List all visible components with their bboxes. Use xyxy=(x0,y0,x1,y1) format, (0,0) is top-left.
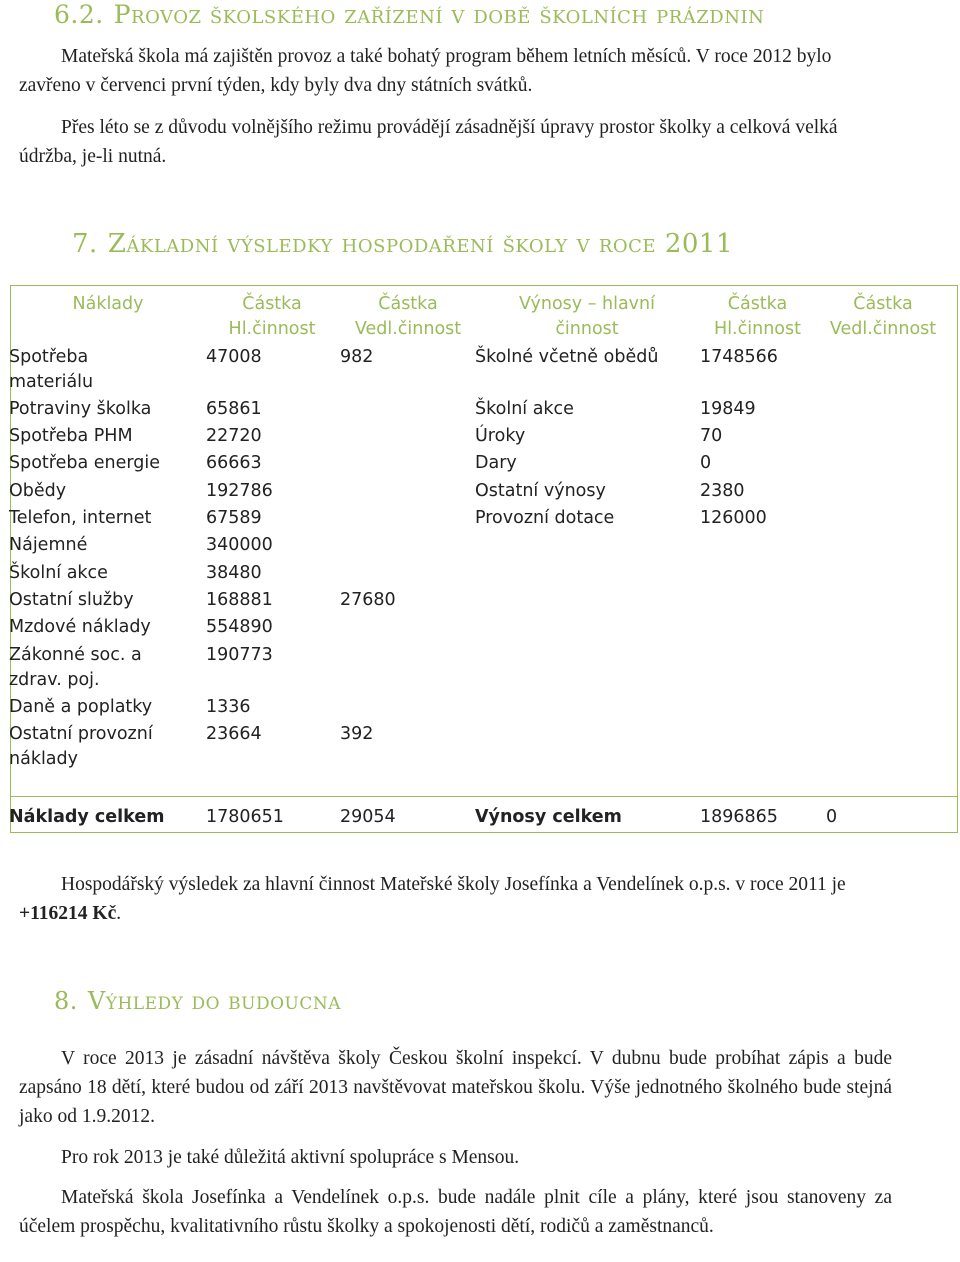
revenue-main-amount: 2380 xyxy=(700,481,745,501)
section-heading-6-2 xyxy=(54,0,764,29)
paragraph-outlook-mensa: Pro rok 2013 je také důležitá aktivní spolupráce s Mensou. xyxy=(61,1147,520,1168)
revenue-main-amount: 1748566 xyxy=(700,347,778,367)
revenue-main-amount: 19849 xyxy=(700,399,756,419)
cost-label: Telefon, internet xyxy=(9,508,152,528)
cost-main-amount: 22720 xyxy=(206,426,262,446)
cost-label: Obědy xyxy=(9,481,67,501)
cost-label: Spotřeba materiálu xyxy=(9,347,94,392)
cost-label: Daně a poplatky xyxy=(9,697,153,717)
result-amount: +116214 Kč xyxy=(19,903,117,924)
cost-main-amount: 23664 xyxy=(206,724,262,744)
paragraph-outlook-inspection: V roce 2013 je zásadní návštěva školy Českou školní inspekcí. V dubnu bude probíhat zápis a bude zapsáno 18 dětí, které budou od září 2013 navštěvovat mateřskou školu. Výše jednotného školného bude stejná jako od 1.9.2012. xyxy=(19,1048,892,1127)
cost-main-amount: 47008 xyxy=(206,347,262,367)
header-side-amount: Částka Vedl.činnost xyxy=(354,294,462,339)
cost-label: Spotřeba PHM xyxy=(9,426,133,446)
revenue-label: Školné včetně obědů xyxy=(475,347,659,367)
cost-label: Mzdové náklady xyxy=(9,617,151,637)
revenue-main-amount: 126000 xyxy=(700,508,767,528)
revenue-label: Dary xyxy=(475,453,517,473)
revenue-main-amount: 70 xyxy=(700,426,723,446)
paragraph-outlook-goals: Mateřská škola Josefínka a Vendelínek o.p.s. bude nadále plnit cíle a plány, které jsou stanoveny za účelem prospěchu, kvalitativního růstu školky a spokojenosti dětí, rodičů a zaměstnanců. xyxy=(19,1187,892,1237)
section-title: Provoz školského zařízení v době školních prázdnin xyxy=(113,0,765,29)
total-costs-side: 29054 xyxy=(340,807,396,827)
section-heading-7 xyxy=(72,229,733,259)
cost-main-amount: 67589 xyxy=(206,508,262,528)
total-revenue-main: 1896865 xyxy=(700,807,778,827)
section-number: 8. xyxy=(54,987,78,1015)
revenue-label: Úroky xyxy=(475,426,526,446)
paragraph-summer-maintenance: Přes léto se z důvodu volnějšího režimu provádějí zásadnější úpravy prostor školky a celková velká údržba, je-li nutná. xyxy=(19,117,838,167)
cost-label: Zákonné soc. a zdrav. poj. xyxy=(9,645,142,690)
cost-main-amount: 192786 xyxy=(206,481,273,501)
section-title: Výhledy do budoucna xyxy=(87,987,342,1015)
header-revenue: Výnosy – hlavní činnost xyxy=(519,294,655,339)
total-costs-label: Náklady celkem xyxy=(9,807,165,827)
paragraph-summer-operation: Mateřská škola má zajištěn provoz a také bohatý program během letních měsíců. V roce 2012 bylo zavřeno v červenci první týden, kdy byly dva dny státních svátků. xyxy=(19,46,832,96)
revenue-main-amount: 0 xyxy=(700,453,712,473)
cost-main-amount: 1336 xyxy=(206,697,251,717)
cost-main-amount: 340000 xyxy=(206,535,273,555)
header-rev-side-amount: Částka Vedl.činnost xyxy=(829,294,937,339)
cost-label: Nájemné xyxy=(9,535,88,555)
table-divider xyxy=(11,796,957,797)
cost-side-amount: 392 xyxy=(340,724,374,744)
total-costs-main: 1780651 xyxy=(206,807,284,827)
cost-label: Ostatní služby xyxy=(9,590,134,610)
header-main-amount: Částka Hl.činnost xyxy=(228,294,316,339)
cost-label: Ostatní provozní náklady xyxy=(9,724,153,769)
cost-main-amount: 66663 xyxy=(206,453,262,473)
total-revenue-label: Výnosy celkem xyxy=(475,807,622,827)
cost-side-amount: 982 xyxy=(340,347,374,367)
section-number: 7. xyxy=(72,229,98,259)
revenue-label: Školní akce xyxy=(475,399,574,419)
section-number: 6.2. xyxy=(54,0,104,29)
paragraph-result: Hospodářský výsledek za hlavní činnost Mateřské školy Josefínka a Vendelínek o.p.s. v roce 2011 je +116214 Kč. xyxy=(19,874,846,924)
cost-main-amount: 65861 xyxy=(206,399,262,419)
section-title: Základní výsledky hospodaření školy v roce 2011 xyxy=(107,229,734,259)
cost-label: Spotřeba energie xyxy=(9,453,161,473)
cost-main-amount: 38480 xyxy=(206,563,262,583)
cost-side-amount: 27680 xyxy=(340,590,396,610)
cost-main-amount: 190773 xyxy=(206,645,273,665)
cost-label: Školní akce xyxy=(9,563,108,583)
header-costs: Náklady xyxy=(72,294,144,314)
revenue-label: Provozní dotace xyxy=(475,508,615,528)
cost-main-amount: 168881 xyxy=(206,590,273,610)
revenue-label: Ostatní výnosy xyxy=(475,481,606,501)
header-rev-main-amount: Částka Hl.činnost xyxy=(714,294,801,339)
cost-main-amount: 554890 xyxy=(206,617,273,637)
cost-label: Potraviny školka xyxy=(9,399,152,419)
total-revenue-side: 0 xyxy=(826,807,838,827)
section-heading-8 xyxy=(54,987,341,1015)
